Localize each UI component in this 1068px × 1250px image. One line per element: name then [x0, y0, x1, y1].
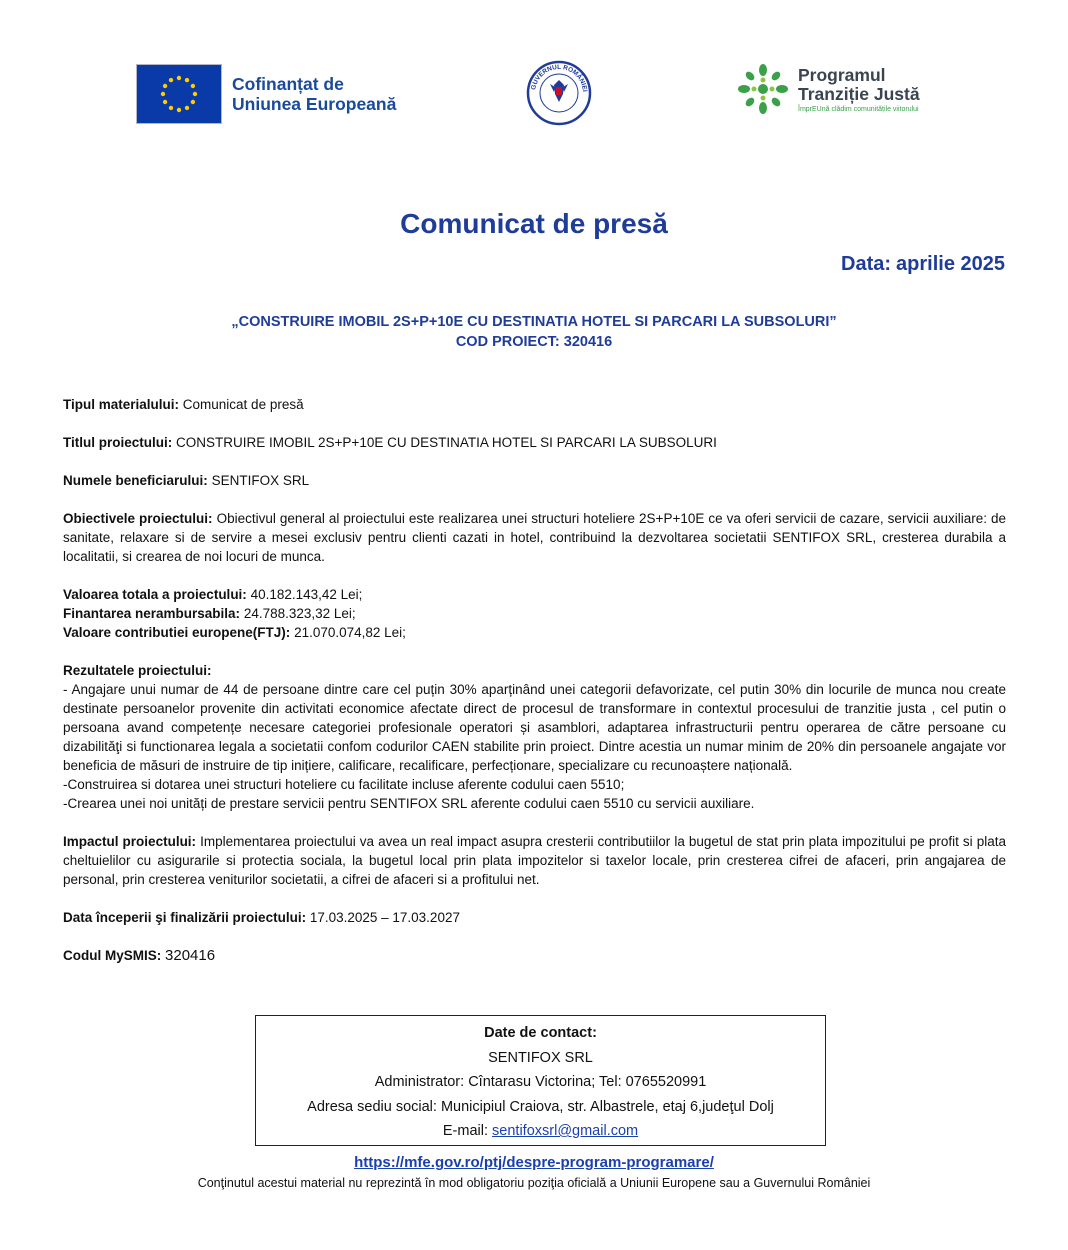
field-value: 24.788.323,32 Lei; [243, 606, 356, 621]
field-label: Codul MySMIS: [63, 948, 162, 963]
eu-logo-line1: Cofinanțat de [232, 74, 344, 94]
ptj-logo-tagline: ÎmprEUnă clădim comunitățile viitorului [798, 105, 919, 113]
eu-flag-icon [136, 64, 222, 124]
ptj-logo-line2: Tranziție Justă [798, 83, 920, 104]
field-value: 40.182.143,42 Lei; [250, 587, 363, 602]
field-label: Titlul proiectului: [63, 435, 173, 450]
field-value: 21.070.074,82 Lei; [294, 625, 406, 640]
field-label: Tipul materialului: [63, 397, 180, 412]
press-date [836, 253, 1005, 276]
rezultat-item: -Construirea si dotarea unei structuri hoteliere cu facilitate incluse aferente codului caen 5510; [63, 777, 625, 792]
field-valoare-totala [63, 585, 1006, 604]
email-link[interactable]: sentifoxsrl@gmail.com [492, 1123, 639, 1139]
ptj-program-logo [736, 62, 920, 116]
field-tip-material [63, 395, 1006, 414]
field-value: 17.03.2025 – 17.03.2027 [309, 910, 460, 925]
project-title: „CONSTRUIRE IMOBIL 2S+P+10E CU DESTINATIA HOTEL SI PARCARI LA SUBSOLURI” [231, 314, 837, 330]
press-release-body [63, 395, 1006, 965]
field-impact [63, 832, 1006, 889]
contact-address: Adresa sediu social: Municipiul Craiova, str. Albastrele, etaj 6,judeţul Dolj [307, 1098, 774, 1115]
field-label: Data începerii şi finalizării proiectului: [63, 910, 307, 925]
contact-company: SENTIFOX SRL [488, 1049, 593, 1066]
guvernul-romaniei-seal-icon [526, 60, 592, 126]
seal-text: GUVERNUL ROMÂNIEI [530, 63, 588, 93]
field-label: Numele beneficiarului: [63, 473, 208, 488]
contact-heading: Date de contact: [484, 1025, 597, 1041]
contact-box [255, 1015, 826, 1146]
field-value: Comunicat de presă [182, 397, 304, 412]
field-obiective [63, 509, 1006, 566]
field-label: Finantarea nerambursabila: [63, 606, 241, 621]
field-titlu-proiect [63, 433, 1006, 452]
disclaimer: Conţinutul acestui material nu reprezintă în mod obligatoriu poziţia oficială a Uniunii Europene sau a Guvernului României [197, 1176, 871, 1190]
field-label: Obiectivele proiectului: [63, 511, 213, 526]
rezultate-heading: Rezultatele proiectului: [63, 663, 212, 678]
field-value: CONSTRUIRE IMOBIL 2S+P+10E CU DESTINATIA HOTEL SI PARCARI LA SUBSOLURI [176, 435, 717, 450]
field-value: SENTIFOX SRL [211, 473, 310, 488]
field-label: Valoarea totala a proiectului: [63, 587, 247, 602]
email-label: E-mail: [442, 1123, 489, 1139]
field-label: Valoare contributiei europene(FTJ): [63, 625, 291, 640]
field-contributie [63, 623, 1006, 642]
date-value: aprilie 2025 [896, 253, 1005, 275]
field-finantare [63, 604, 1006, 623]
project-code: COD PROIECT: 320416 [455, 334, 613, 350]
contact-administrator: Administrator: Cîntarasu Victorina; Tel: 0765520991 [374, 1074, 707, 1090]
contact-email-line [256, 1119, 825, 1144]
field-value: 320416 [165, 947, 216, 964]
date-label: Data: [841, 253, 892, 275]
field-value: Obiectivul general al proiectului este realizarea unei structuri hoteliere 2S+P+10E ce va oferi servicii de cazare, servicii auxiliare: de sanitate, relaxare si de servire a mesei exclusiv pentru clienti cazati in hotel, contribuind la dezvoltarea societatii SENTIFOX SRL, cresterea durabila a localitatii, si crearea de noi locuri de munca. [63, 511, 1006, 564]
field-label: Impactul proiectului: [63, 834, 197, 849]
eu-logo-line2: Uniunea Europeană [232, 94, 397, 114]
project-heading [0, 312, 1068, 352]
rezultat-item: - Angajare unui numar de 44 de persoane dintre care cel puțin 30% aparținând unei categorii defavorizate, cel putin 30% din locurile de munca nou create destinate persoanelor provenite din activitati economice afectate direct de procesul de transformare in contextul procesului de tranzitie justa , cel putin o persoana avand competențe necesare categoriei profesionale operatori și asamblori, adaptarea infrastructurii pentru operarea de către persoane cu dizabilităţi si functionarea legala a societatii confom codurilor CAEN stabilite prin proiect. Dintre acestia un numar minim de 20% din persoanele angajate vor beneficia de măsuri de instruire de tip inițiere, calificare, recalificare, perfecționare, specializare cu recunoaștere națională. [63, 682, 1006, 773]
program-website-link[interactable]: https://mfe.gov.ro/ptj/despre-program-programare/ [354, 1154, 714, 1171]
ptj-logo-line1: Programul [798, 64, 886, 85]
field-beneficiar [63, 471, 1006, 490]
page-title: Comunicat de presă [400, 208, 668, 239]
rezultat-item: -Crearea unei noi unități de prestare servicii pentru SENTIFOX SRL aferente codului caen 5510 cu servicii auxiliare. [63, 796, 755, 811]
field-value: Implementarea proiectului va avea un real impact asupra cresterii contributiilor la bugetul de stat prin plata impozitului pe profit si plata cheltuielilor cu asigurarile si protectia sociala, la bugetul local prin plata impozitelor si taxelor locale, prin cresterea cifrei de afaceri, prin angajarea de personal, prin cresterea veniturilor societatii, a cifrei de afaceri si a profitului net. [63, 834, 1006, 887]
field-perioada [63, 908, 1006, 927]
eu-cofinancing-logo [136, 64, 396, 124]
field-mysmis [63, 946, 1006, 965]
ptj-tree-icon [736, 62, 790, 116]
